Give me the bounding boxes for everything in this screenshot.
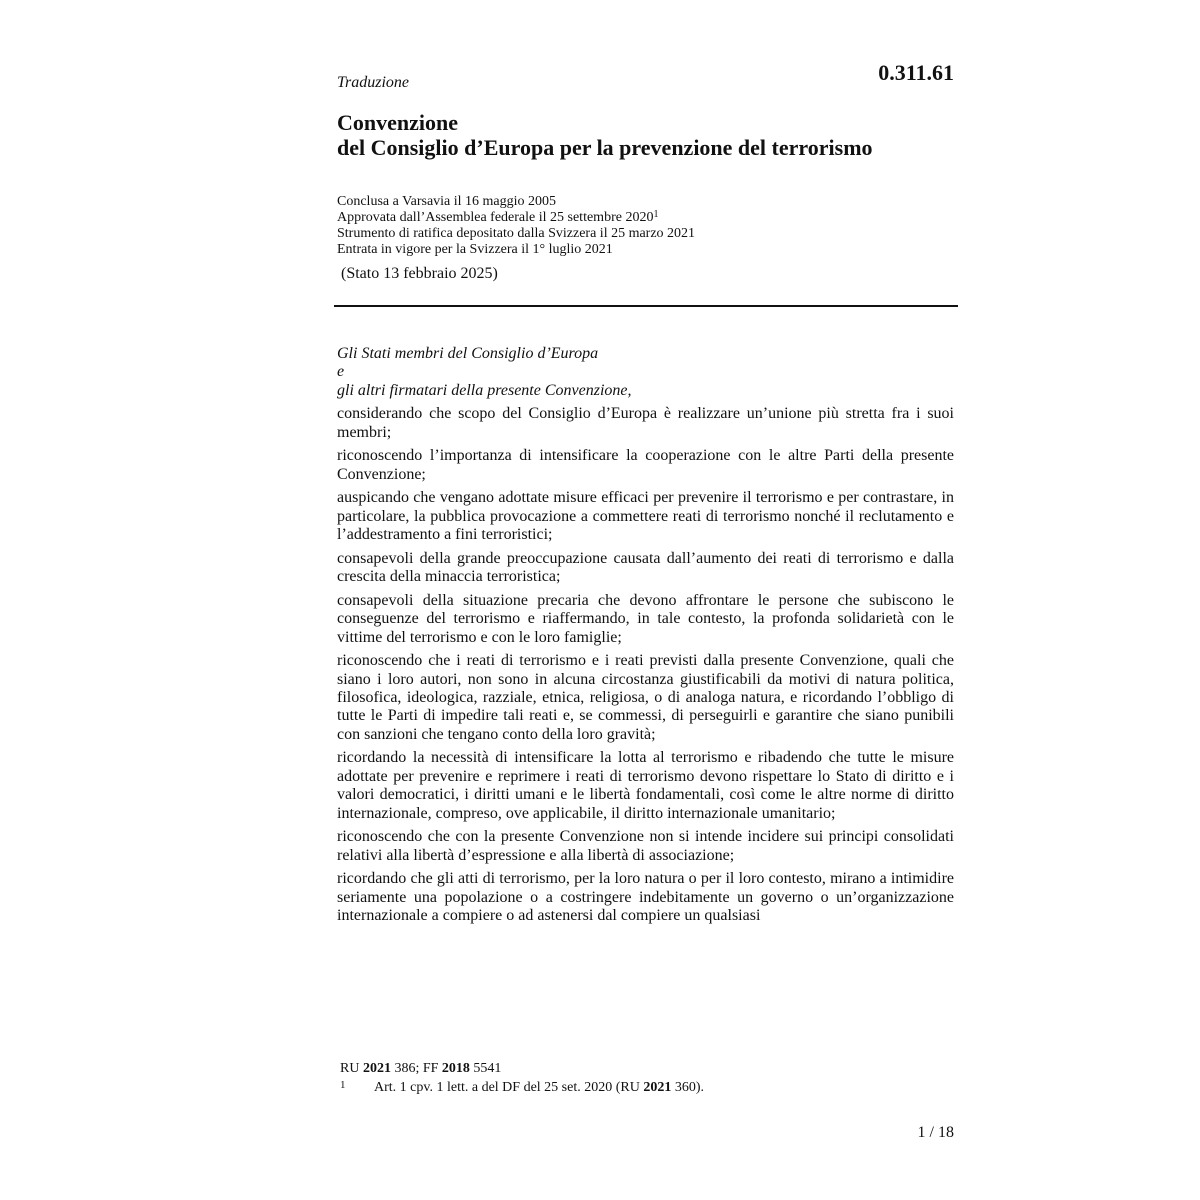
title-line-1: Convenzione (337, 110, 458, 135)
preamble-paragraph: considerando che scopo del Consiglio d’Europa è realizzare un’unione più stretta fra i suoi membri; (337, 405, 954, 441)
preamble-line-1: Gli Stati membri del Consiglio d’Europa (337, 345, 599, 362)
ref-year-2: 2018 (441, 1061, 470, 1076)
footnote-1 (340, 1077, 960, 1096)
ref-prefix: RU (340, 1061, 360, 1076)
ref-num-1: 386; FF (394, 1061, 439, 1076)
meta-approved-text: Approvata dall’Assemblea federale il 25 settembre 2020 (337, 210, 654, 225)
title-line-2: del Consiglio d’Europa per la prevenzione del terrorismo (337, 135, 873, 160)
footnote-1-year: 2021 (643, 1080, 672, 1095)
ref-num-2: 5541 (473, 1061, 502, 1076)
ref-year-1: 2021 (362, 1061, 391, 1076)
preamble-paragraph: riconoscendo l’importanza di intensificare la cooperazione con le altre Parti della presente Convenzione; (337, 447, 954, 483)
footnotes (340, 1060, 960, 1096)
footnote-1-mark: 1 (340, 1079, 346, 1091)
sr-number: 0.311.61 (878, 60, 954, 85)
official-reference (340, 1060, 960, 1077)
preamble-body (337, 345, 954, 925)
footnote-1-text-b: 360). (674, 1080, 705, 1095)
preamble-paragraph: ricordando che gli atti di terrorismo, per la loro natura o per il loro contesto, mirano a intimidire seriamente una popolazione o a costringere indebitamente un governo o un’organizzazione internazionale a compiere o ad astenersi dal compiere un qualsiasi (337, 870, 954, 925)
preamble-paragraph: consapevoli della situazione precaria che devono affrontare le persone che subiscono le conseguenze del terrorismo e riaffermando, in tale contesto, la profonda solidarietà con le vittime del terrorismo e con le loro famiglie; (337, 591, 954, 646)
footnote-1-text-a: Art. 1 cpv. 1 lett. a del DF del 25 set. 2020 (RU (374, 1080, 640, 1095)
meta-approved (337, 210, 957, 226)
preamble-paragraph: auspicando che vengano adottate misure efficaci per prevenire il terrorismo e per contrastare, in particolare, la pubblica provocazione a commettere reati di terrorismo nonché il reclutamento e l’addestramento a fini terroristici; (337, 489, 954, 544)
meta-ratification: Strumento di ratifica depositato dalla Svizzera il 25 marzo 2021 (337, 226, 696, 241)
preamble-paragraph: riconoscendo che con la presente Convenzione non si intende incidere sui principi consolidati relativi alla libertà d’espressione e alla libertà di associazione; (337, 828, 954, 864)
preamble-line-3: gli altri firmatari della presente Convenzione, (337, 381, 632, 399)
preamble-paragraph: riconoscendo che i reati di terrorismo e i reati previsti dalla presente Convenzione, quali che siano i loro autori, non sono in alcuna circostanza giustificabili da motivi di natura politica, filosofica, ideologica, razziale, etnica, religiosa, o di analoga natura, e ricordando l’obbligo di tutte le Parti di impedire tali reati e, se commessi, di perseguirli e garantire che siano punibili con sanzioni che tengano conto della loro gravità; (337, 652, 954, 743)
status-date: (Stato 13 febbraio 2025) (341, 265, 498, 282)
document-metadata (337, 194, 957, 258)
preamble-paragraph: ricordando la necessità di intensificare la lotta al terrorismo e ribadendo che tutte le misure adottate per prevenire e reprimere i reati di terrorismo devono rispettare lo Stato di diritto e i valori democratici, i diritti umani e le libertà fondamentali, così come le altre norme di diritto internazionale, compreso, ove applicabile, il diritto internazionale umanitario; (337, 749, 954, 822)
footnote-ref-1[interactable]: 1 (653, 209, 659, 220)
preamble-paragraph: consapevoli della grande preoccupazione causata dall’aumento dei reati di terrorismo e dalla crescita della minaccia terroristica; (337, 549, 954, 586)
document-title (337, 110, 977, 160)
page-number: 1 / 18 (917, 1124, 954, 1141)
meta-entry-into-force: Entrata in vigore per la Svizzera il 1° luglio 2021 (337, 242, 613, 257)
translation-label: Traduzione (337, 74, 410, 91)
preamble-line-2: e (337, 363, 345, 381)
header-divider (334, 305, 958, 307)
meta-concluded: Conclusa a Varsavia il 16 maggio 2005 (337, 194, 557, 209)
